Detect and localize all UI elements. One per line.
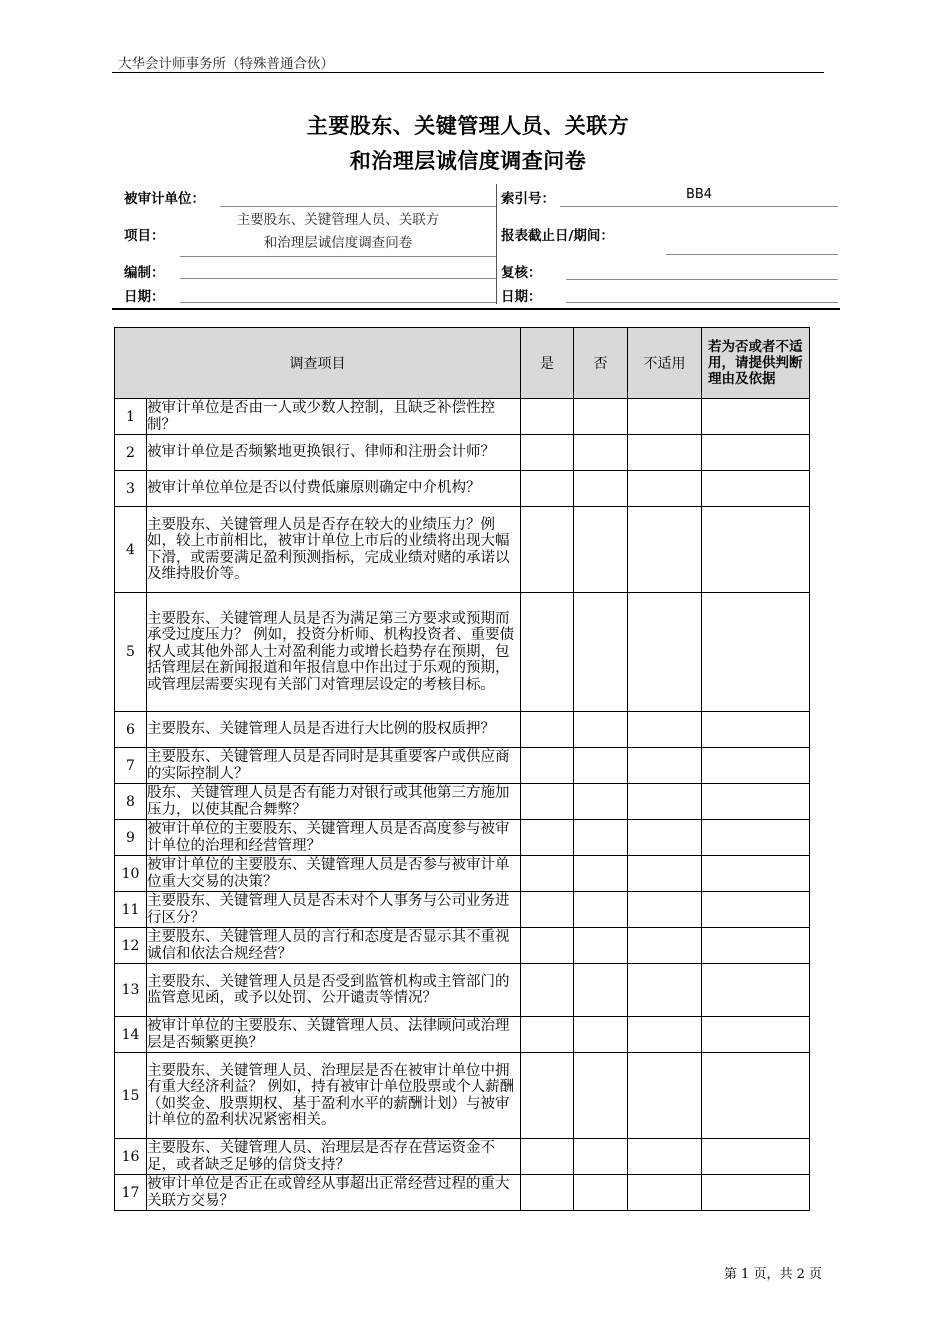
answer-yes-cell[interactable]: [521, 507, 574, 593]
col-header-yes: 是: [521, 328, 574, 399]
table-row: [115, 784, 810, 820]
row-number: 8: [115, 784, 147, 820]
page-footer: 第 1 页，共 2 页: [723, 1267, 822, 1282]
row-question: 被审计单位的主要股东、关键管理人员是否参与被审计单位重大交易的决策？: [147, 856, 521, 892]
index-field-line: [560, 206, 838, 207]
row-number: 9: [115, 820, 147, 856]
answer-na-cell[interactable]: [628, 964, 702, 1017]
answer-note-cell[interactable]: [702, 435, 810, 471]
answer-na-cell[interactable]: [628, 1175, 702, 1211]
answer-note-cell[interactable]: [702, 593, 810, 712]
answer-note-cell[interactable]: [702, 1053, 810, 1139]
answer-note-cell[interactable]: [702, 712, 810, 748]
reviewed-field[interactable]: [566, 279, 838, 280]
answer-no-cell[interactable]: [574, 435, 628, 471]
row-number: 11: [115, 892, 147, 928]
answer-na-cell[interactable]: [628, 435, 702, 471]
row-question: 主要股东、关键管理人员是否存在较大的业绩压力？例如，较上市前相比，被审计单位上市后的业绩将出现大幅下滑，或需要满足盈利预测指标，完成业绩对赌的承诺以及维持股价等。: [147, 507, 521, 593]
answer-no-cell[interactable]: [574, 928, 628, 964]
answer-note-cell[interactable]: [702, 1175, 810, 1211]
answer-yes-cell[interactable]: [521, 1175, 574, 1211]
table-row: [115, 1017, 810, 1053]
row-question: 被审计单位是否频繁地更换银行、律师和注册会计师？: [147, 435, 521, 471]
answer-na-cell[interactable]: [628, 712, 702, 748]
answer-note-cell[interactable]: [702, 820, 810, 856]
project-label: 项目：: [124, 228, 165, 244]
period-label: 报表截止日/期间：: [501, 228, 614, 244]
prepared-field[interactable]: [180, 278, 496, 279]
answer-note-cell[interactable]: [702, 892, 810, 928]
answer-na-cell[interactable]: [628, 1017, 702, 1053]
row-number: 5: [115, 593, 147, 712]
questionnaire-table: [114, 327, 810, 1211]
table-header-row: [115, 328, 810, 399]
row-question: 主要股东、关键管理人员是否未对个人事务与公司业务进行区分？: [147, 892, 521, 928]
row-question: 主要股东、关键管理人员是否受到监管机构或主管部门的监管意见函，或予以处罚、公开谴责等情况？: [147, 964, 521, 1017]
row-number: 10: [115, 856, 147, 892]
answer-yes-cell[interactable]: [521, 856, 574, 892]
answer-note-cell[interactable]: [702, 399, 810, 435]
row-number: 3: [115, 471, 147, 507]
answer-no-cell[interactable]: [574, 593, 628, 712]
row-question: 被审计单位是否正在或曾经从事超出正常经营过程的重大关联方交易？: [147, 1175, 521, 1211]
answer-na-cell[interactable]: [628, 784, 702, 820]
row-question: 被审计单位单位是否以付费低廉原则确定中介机构？: [147, 471, 521, 507]
answer-yes-cell[interactable]: [521, 784, 574, 820]
row-question: 主要股东、关键管理人员、治理层是否存在营运资金不足，或者缺乏足够的信贷支持？: [147, 1139, 521, 1175]
answer-na-cell[interactable]: [628, 1139, 702, 1175]
audited-unit-label: 被审计单位：: [124, 191, 205, 207]
answer-no-cell[interactable]: [574, 471, 628, 507]
row-question: 主要股东、关键管理人员的言行和态度是否显示其不重视诚信和依法合规经营？: [147, 928, 521, 964]
col-header-na: 不适用: [628, 328, 702, 399]
answer-na-cell[interactable]: [628, 471, 702, 507]
date-field[interactable]: [180, 302, 496, 303]
answer-na-cell[interactable]: [628, 892, 702, 928]
row-number: 6: [115, 712, 147, 748]
answer-no-cell[interactable]: [574, 784, 628, 820]
answer-na-cell[interactable]: [628, 928, 702, 964]
answer-no-cell[interactable]: [574, 748, 628, 784]
answer-yes-cell[interactable]: [521, 1017, 574, 1053]
answer-note-cell[interactable]: [702, 1139, 810, 1175]
col-header-item: 调查项目: [115, 328, 521, 399]
answer-yes-cell[interactable]: [521, 471, 574, 507]
answer-na-cell[interactable]: [628, 507, 702, 593]
table-row: [115, 471, 810, 507]
row-question: 主要股东、关键管理人员是否为满足第三方要求或预期而承受过度压力？ 例如，投资分析师、机构投资者、重要债权人或其他外部人士对盈利能力或增长趋势存在预期，包括管理层在新闻报道和年报信息中作出过于乐观的预期，或管理层需要实现有关部门对管理层设定的考核目标。: [147, 593, 521, 712]
answer-no-cell[interactable]: [574, 856, 628, 892]
answer-yes-cell[interactable]: [521, 964, 574, 1017]
answer-yes-cell[interactable]: [521, 820, 574, 856]
doc-title-line1: 主要股东、关键管理人员、关联方: [306, 114, 630, 138]
header-bottom-rule: [112, 308, 840, 310]
prepared-field-top: [180, 256, 496, 257]
date-label: 日期：: [124, 289, 165, 305]
row-number: 13: [115, 964, 147, 1017]
answer-na-cell[interactable]: [628, 820, 702, 856]
row-number: 12: [115, 928, 147, 964]
answer-no-cell[interactable]: [574, 1175, 628, 1211]
table-row: [115, 748, 810, 784]
answer-na-cell[interactable]: [628, 399, 702, 435]
table-row: [115, 856, 810, 892]
col-header-note: 若为否或者不适用，请提供判断理由及依据: [702, 328, 810, 399]
row-question: 主要股东、关键管理人员是否进行大比例的股权质押？: [147, 712, 521, 748]
table-row: [115, 892, 810, 928]
answer-no-cell[interactable]: [574, 1017, 628, 1053]
answer-no-cell[interactable]: [574, 1139, 628, 1175]
row-question: 主要股东、关键管理人员、治理层是否在被审计单位中拥有重大经济利益？ 例如，持有被审计单位股票或个人薪酬（如奖金、股票期权、基于盈利水平的薪酬计划）与被审计单位的盈利状况紧密相关。: [147, 1053, 521, 1139]
answer-na-cell[interactable]: [628, 1053, 702, 1139]
answer-note-cell[interactable]: [702, 471, 810, 507]
project-name-line1: 主要股东、关键管理人员、关联方: [236, 212, 440, 228]
table-row: [115, 435, 810, 471]
answer-note-cell[interactable]: [702, 856, 810, 892]
answer-note-cell[interactable]: [702, 1017, 810, 1053]
answer-yes-cell[interactable]: [521, 1139, 574, 1175]
prepared-label: 编制：: [124, 265, 165, 281]
answer-yes-cell[interactable]: [521, 435, 574, 471]
answer-yes-cell[interactable]: [521, 399, 574, 435]
row-number: 7: [115, 748, 147, 784]
answer-no-cell[interactable]: [574, 892, 628, 928]
answer-note-cell[interactable]: [702, 784, 810, 820]
row-number: 1: [115, 399, 147, 435]
answer-yes-cell[interactable]: [521, 892, 574, 928]
row-number: 15: [115, 1053, 147, 1139]
table-row: [115, 399, 810, 435]
table-row: [115, 1139, 810, 1175]
answer-no-cell[interactable]: [574, 507, 628, 593]
period-field[interactable]: [666, 254, 838, 255]
answer-no-cell[interactable]: [574, 712, 628, 748]
row-question: 股东、关键管理人员是否有能力对银行或其他第三方施加压力，以使其配合舞弊？: [147, 784, 521, 820]
table-row: [115, 1175, 810, 1211]
reviewed-label: 复核：: [501, 265, 542, 281]
table-row: [115, 964, 810, 1017]
row-question: 被审计单位的主要股东、关键管理人员、法律顾问或治理层是否频繁更换？: [147, 1017, 521, 1053]
table-row: [115, 712, 810, 748]
audited-unit-field[interactable]: [220, 206, 496, 207]
firm-name: 大华会计师事务所（特殊普通合伙）: [118, 56, 334, 72]
index-label: 索引号：: [501, 191, 555, 207]
row-number: 4: [115, 507, 147, 593]
answer-yes-cell[interactable]: [521, 1053, 574, 1139]
row-number: 17: [115, 1175, 147, 1211]
answer-yes-cell[interactable]: [521, 593, 574, 712]
row-question: 主要股东、关键管理人员是否同时是其重要客户或供应商的实际控制人？: [147, 748, 521, 784]
answer-yes-cell[interactable]: [521, 928, 574, 964]
row-question: 被审计单位是否由一人或少数人控制，且缺乏补偿性控制？: [147, 399, 521, 435]
project-name-line2: 和治理层诚信度调查问卷: [263, 235, 413, 251]
row-number: 16: [115, 1139, 147, 1175]
answer-na-cell[interactable]: [628, 593, 702, 712]
col-header-no: 否: [574, 328, 628, 399]
answer-note-cell[interactable]: [702, 507, 810, 593]
answer-no-cell[interactable]: [574, 1053, 628, 1139]
table-row: [115, 1053, 810, 1139]
answer-no-cell[interactable]: [574, 820, 628, 856]
index-value: BB4: [685, 187, 713, 202]
date-label-review: 日期：: [501, 289, 542, 305]
answer-note-cell[interactable]: [702, 748, 810, 784]
answer-no-cell[interactable]: [574, 964, 628, 1017]
header-column-separator: [496, 184, 497, 304]
row-number: 14: [115, 1017, 147, 1053]
answer-na-cell[interactable]: [628, 856, 702, 892]
header-rule: [112, 72, 824, 73]
answer-na-cell[interactable]: [628, 748, 702, 784]
answer-yes-cell[interactable]: [521, 748, 574, 784]
table-row: [115, 820, 810, 856]
answer-note-cell[interactable]: [702, 928, 810, 964]
answer-yes-cell[interactable]: [521, 712, 574, 748]
table-row: [115, 507, 810, 593]
table-row: [115, 593, 810, 712]
answer-note-cell[interactable]: [702, 964, 810, 1017]
doc-title-line2: 和治理层诚信度调查问卷: [349, 149, 587, 173]
table-row: [115, 928, 810, 964]
answer-no-cell[interactable]: [574, 399, 628, 435]
date-field-review[interactable]: [566, 302, 838, 303]
row-number: 2: [115, 435, 147, 471]
row-question: 被审计单位的主要股东、关键管理人员是否高度参与被审计单位的治理和经营管理？: [147, 820, 521, 856]
